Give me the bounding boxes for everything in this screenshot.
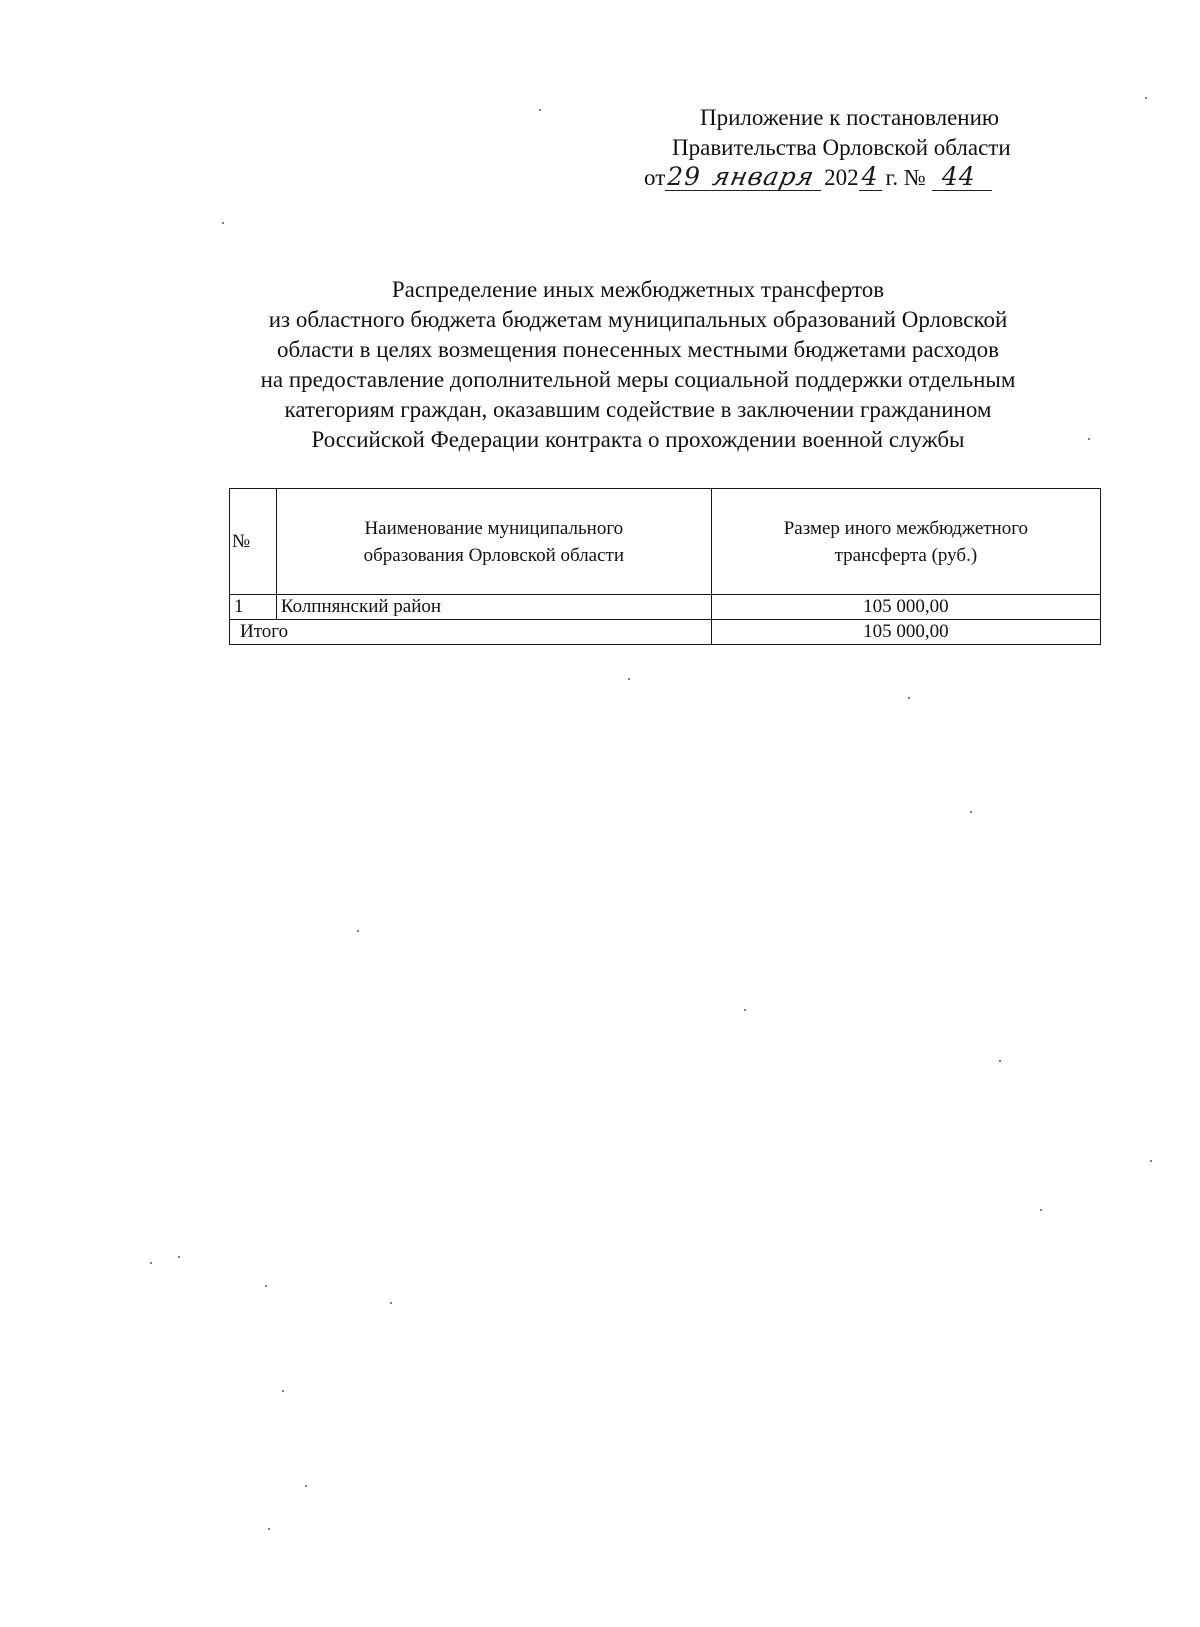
title-line: Распределение иных межбюджетных трансфертов: [391, 277, 885, 302]
scan-speck: [357, 930, 359, 932]
title-line: категориям граждан, оказавшим содействие в заключении гражданином: [284, 397, 992, 422]
scan-speck: [282, 1390, 284, 1392]
scan-speck: [222, 222, 224, 224]
title-line: из областного бюджета бюджетам муниципальных образований Орловской: [268, 307, 1008, 332]
scan-speck: [744, 1009, 746, 1011]
year-prefix: 202: [824, 165, 859, 190]
scan-speck: [1150, 1160, 1152, 1162]
handwritten-year-digit: 4: [859, 164, 882, 191]
scan-speck: [908, 697, 910, 699]
scan-speck: [1040, 1209, 1042, 1211]
scan-speck: [150, 1262, 152, 1264]
row-amount-cell: 105 000,00: [711, 595, 1100, 620]
row-num-cell: 1: [230, 595, 277, 620]
header-name-cell: [276, 489, 711, 595]
scan-speck: [539, 109, 541, 111]
scan-speck: [1145, 97, 1147, 99]
scan-speck: [628, 678, 630, 680]
scan-speck: [999, 1060, 1001, 1062]
table-header-row: [230, 489, 1101, 595]
total-label-cell: Итого: [230, 620, 712, 645]
header-line-2: Правительства Орловской области: [672, 135, 1011, 160]
transfers-table: [229, 488, 1101, 645]
scan-speck: [268, 1528, 270, 1530]
title-line: Российской Федерации контракта о прохождении военной службы: [311, 427, 965, 452]
scan-speck: [178, 1256, 180, 1258]
scan-speck: [1088, 438, 1090, 440]
handwritten-month: января: [702, 164, 827, 191]
header-date-line: [644, 163, 992, 195]
scan-speck: [305, 1485, 307, 1487]
total-amount-cell: 105 000,00: [711, 620, 1100, 645]
document-title: [200, 275, 1076, 455]
header-amount-cell: [711, 489, 1100, 595]
header-line-1: Приложение к постановлению: [700, 105, 1000, 130]
header-num-cell: №: [230, 489, 277, 595]
scan-speck: [970, 811, 972, 813]
handwritten-day: 29: [665, 164, 705, 191]
title-line: области в целях возмещения понесенных местными бюджетами расходов: [276, 337, 1000, 362]
table-row: [230, 595, 1101, 620]
title-line: на предоставление дополнительной меры социальной поддержки отдельным: [260, 367, 1016, 392]
number-label: г. №: [885, 165, 926, 190]
scan-speck: [390, 1302, 392, 1304]
header-name-text: Наименование муниципального образования Орловской области: [363, 517, 625, 566]
scan-speck: [265, 1285, 267, 1287]
row-name-cell: Колпнянский район: [276, 595, 711, 620]
date-prefix: от: [644, 165, 666, 190]
handwritten-number: 44: [932, 164, 992, 191]
table-total-row: [230, 620, 1101, 645]
header-amount-text: Размер иного межбюджетного трансферта (руб.): [783, 517, 1029, 566]
